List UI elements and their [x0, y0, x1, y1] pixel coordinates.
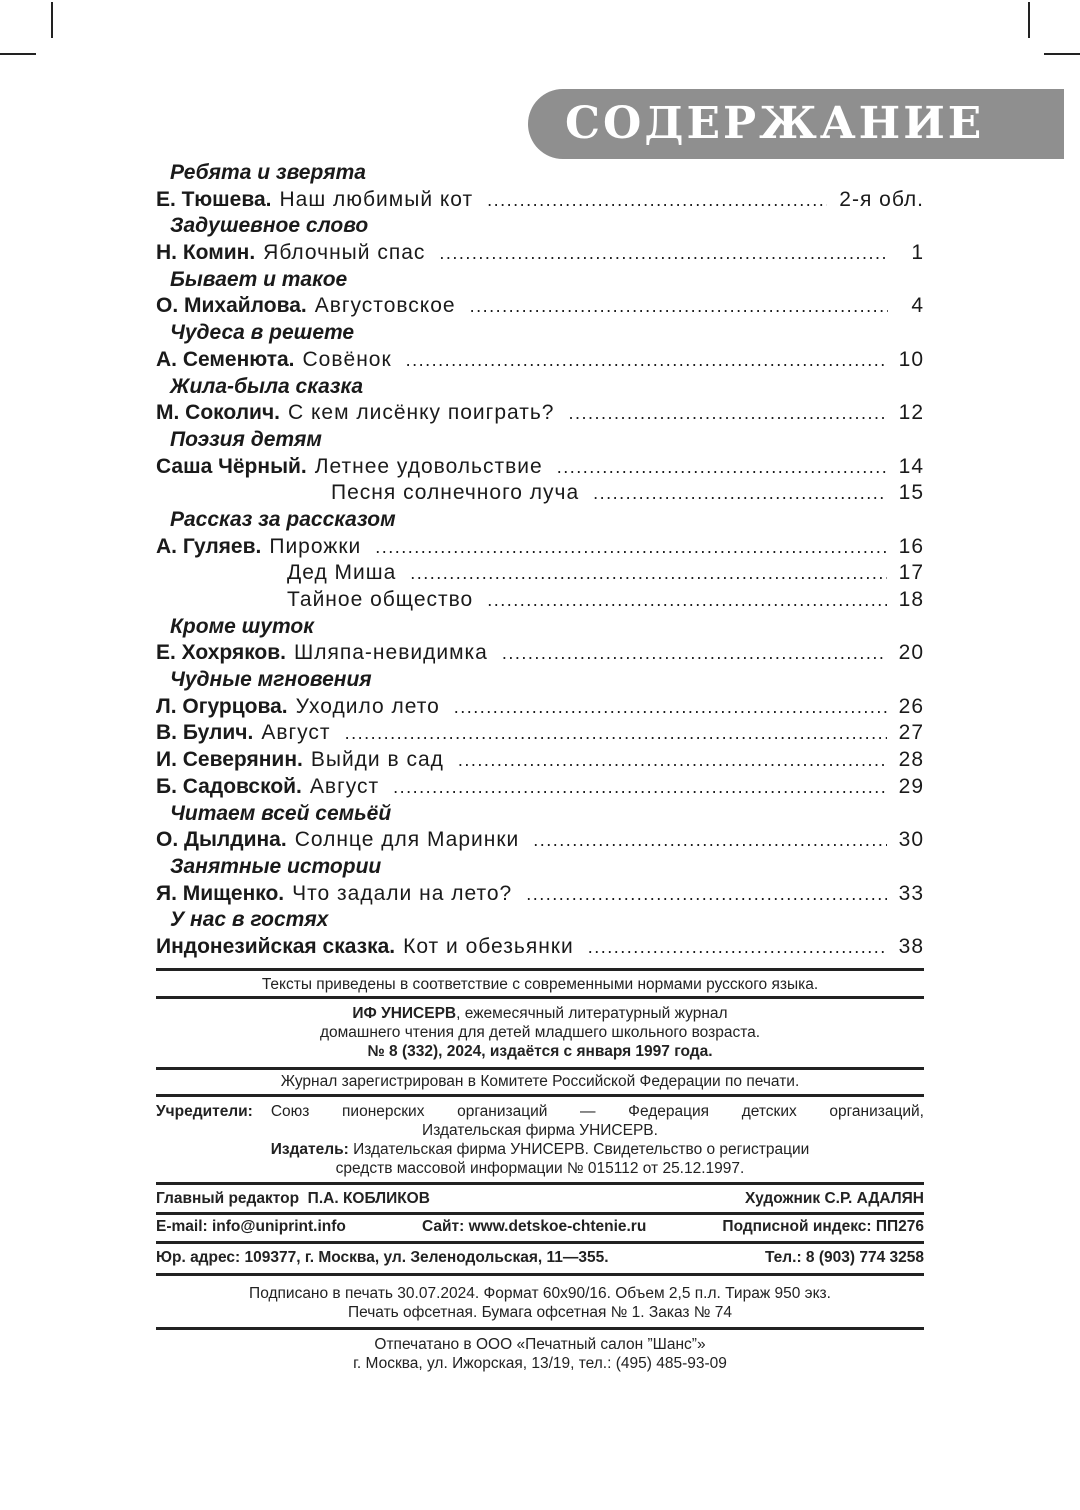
toc-entry-author: Л. Огурцова. [156, 694, 288, 718]
toc-entry[interactable] [156, 694, 924, 721]
toc-entry-title: Дед Миша [287, 561, 397, 585]
toc-entry-title: Август [309, 774, 380, 798]
toc-entry-page: 10 [898, 347, 924, 371]
toc-entry-page: 4 [911, 294, 924, 318]
toc-entry[interactable] [156, 293, 924, 320]
toc-section-heading: Жила-была сказка [170, 374, 364, 398]
toc-entry[interactable] [156, 747, 924, 774]
divider [156, 1273, 924, 1276]
divider [156, 1094, 924, 1097]
dot-leader [439, 240, 888, 266]
printed-by [156, 1335, 924, 1373]
toc-entry[interactable] [156, 560, 924, 587]
divider [156, 996, 924, 999]
toc-entry-page: 18 [898, 588, 924, 611]
crop-mark-top-left-vertical [51, 2, 53, 38]
dot-leader [588, 934, 887, 960]
toc-section-heading: У нас в гостях [170, 908, 329, 932]
toc-entry-author: А. Семенюта. [156, 347, 295, 371]
toc-entry-author: Б. Садовской. [156, 774, 302, 798]
toc-entry-title: Что задали на лето? [292, 881, 513, 905]
printed-by-line-1: Отпечатано в ООО «Печатный салон ”Шанс”» [374, 1336, 706, 1353]
publisher-text-2: средств массовой информации № 015112 от 25.12.1997. [335, 1160, 745, 1177]
toc-entry[interactable] [156, 534, 924, 561]
dot-leader [533, 827, 886, 853]
toc-entry-title: Пирожки [269, 534, 362, 558]
dot-leader [393, 774, 887, 800]
toc-section-heading: Ребята и зверята [170, 161, 366, 184]
toc-entry-title: С кем лисёнку поиграть? [287, 401, 555, 425]
table-of-contents [156, 160, 924, 961]
toc-entry-title: Уходило лето [295, 694, 440, 718]
toc-section-heading: Чудные мгновения [170, 668, 372, 692]
toc-entry[interactable] [156, 400, 924, 427]
toc-entry-title: Совёнок [302, 347, 392, 371]
toc-entry-page: 12 [898, 401, 924, 425]
toc-section-heading: Поэзия детям [170, 427, 322, 451]
artist: Художник С.Р. АДАЛЯН [745, 1190, 924, 1207]
toc-entry[interactable] [156, 934, 924, 961]
email[interactable]: E-mail: info@uniprint.info [156, 1218, 346, 1235]
crop-mark-top-left-horizontal [0, 53, 36, 55]
address-row [156, 1248, 924, 1268]
founders-text-1: Союз пионерских организаций — Федерация детских организаций, [270, 1103, 924, 1120]
dot-leader [458, 747, 887, 773]
toc-entry-page: 29 [898, 774, 924, 798]
toc-entry-page: 26 [898, 694, 924, 718]
toc-section-heading: Рассказ за рассказом [170, 507, 396, 531]
print-info [156, 1284, 924, 1322]
toc-entry-title: Песня солнечного луча [331, 481, 580, 505]
toc-entry-author: А. Гуляев. [156, 534, 262, 558]
toc-entry-author: В. Булич. [156, 721, 254, 745]
toc-entry-author: М. Соколич. [156, 401, 280, 425]
toc-entry-title: Выйди в сад [310, 748, 444, 772]
toc-entry[interactable] [156, 587, 924, 614]
toc-entry-page: 1 [911, 241, 924, 265]
toc-section-heading: Бывает и такое [170, 267, 348, 291]
toc-entry-author: О. Дылдина. [156, 828, 287, 852]
toc-entry-title: Яблочный спас [263, 241, 426, 265]
toc-entry[interactable] [156, 774, 924, 801]
publisher-description [156, 1004, 924, 1061]
divider [156, 1067, 924, 1070]
norms-note: Тексты приведены в соответствие с современными нормами русского языка. [261, 976, 819, 993]
toc-entry-author: Индонезийская сказка. [156, 934, 396, 958]
toc-entry-page: 14 [898, 454, 924, 478]
dot-leader [526, 881, 886, 907]
toc-section-heading: Занятные истории [170, 854, 382, 878]
dot-leader [470, 293, 888, 319]
toc-entry-title: Наш любимый кот [279, 187, 474, 211]
dot-leader [410, 560, 886, 586]
issue-line: № 8 (332), 2024, издаётся с января 1997 года. [367, 1043, 713, 1060]
legal-address: Юр. адрес: 109377, г. Москва, ул. Зеленодольская, 11—355. [156, 1249, 609, 1266]
founders-block [156, 1102, 924, 1178]
toc-entry[interactable] [156, 640, 924, 667]
toc-entry-title: Август [261, 721, 331, 745]
toc-entry-page: 38 [898, 934, 924, 958]
chief-editor: Главный редактор П.А. КОБЛИКОВ [156, 1190, 430, 1207]
dot-leader [557, 454, 887, 480]
print-info-line-2: Печать офсетная. Бумага офсетная № 1. Заказ № 74 [347, 1304, 733, 1321]
publisher-desc-line-2: домашнего чтения для детей младшего школьного возраста. [319, 1024, 761, 1041]
toc-section-heading: Читаем всей семьёй [170, 801, 392, 825]
toc-entry-author: Саша Чёрный. [156, 454, 307, 478]
subscription-index: Подписной индекс: ПП276 [722, 1218, 924, 1235]
dot-leader [502, 640, 887, 666]
crop-mark-top-right-vertical [1028, 2, 1030, 38]
publisher-text-1: Издательская фирма УНИСЕРВ. Свидетельство о регистрации [353, 1141, 810, 1158]
toc-entry-page: 16 [898, 534, 924, 558]
founders-text-2: Издательская фирма УНИСЕРВ. [422, 1122, 658, 1139]
dot-leader [454, 694, 887, 720]
founders-label: Учредители: [156, 1103, 253, 1120]
divider [156, 1327, 924, 1330]
print-info-line-1: Подписано в печать 30.07.2024. Формат 60х90/16. Объем 2,5 п.л. Тираж 950 экз. [249, 1285, 831, 1302]
toc-entry[interactable] [156, 480, 924, 507]
publisher-label: Издатель: [270, 1141, 349, 1158]
toc-entry-title: Шляпа-невидимка [294, 641, 488, 665]
toc-entry[interactable] [156, 720, 924, 747]
toc-entry-title: Кот и обезьянки [403, 934, 574, 958]
toc-entry[interactable] [156, 454, 924, 481]
dot-leader [345, 720, 887, 746]
staff-row [156, 1189, 924, 1209]
dot-leader [406, 347, 887, 373]
toc-entry-page: 33 [898, 881, 924, 905]
dot-leader [487, 187, 827, 213]
publisher-desc-line-1: , ежемесячный литературный журнал [456, 1005, 728, 1022]
publisher-name: ИФ УНИСЕРВ [352, 1005, 457, 1022]
page-title: СОДЕРЖАНИЕ [565, 98, 985, 149]
toc-entry-title: Солнце для Маринки [294, 828, 520, 852]
toc-entry[interactable] [156, 881, 924, 908]
toc-section-heading: Задушевное слово [170, 214, 369, 238]
divider [156, 1182, 924, 1185]
toc-entry[interactable] [156, 347, 924, 374]
toc-entry-page: 2-я обл. [839, 187, 924, 211]
toc-entry-page: 20 [898, 641, 924, 665]
dot-leader [568, 400, 886, 426]
toc-entry-author: О. Михайлова. [156, 294, 307, 318]
toc-entry-title: Августовское [314, 294, 456, 318]
toc-entry-page: 15 [898, 481, 924, 505]
toc-entry-author: Е. Хохряков. [156, 641, 286, 665]
toc-entry-author: Я. Мищенко. [156, 881, 285, 905]
phone: Тел.: 8 (903) 774 3258 [764, 1249, 924, 1266]
toc-entry[interactable] [156, 187, 924, 214]
toc-entry-page: 30 [898, 828, 924, 852]
toc-entry-author: Н. Комин. [156, 241, 256, 265]
registration-note: Журнал зарегистрирован в Комитете Российской Федерации по печати. [280, 1073, 800, 1090]
dot-leader [487, 587, 886, 613]
toc-entry-author: И. Северянин. [156, 748, 303, 772]
toc-entry[interactable] [156, 240, 924, 267]
printed-by-line-2: г. Москва, ул. Ижорская, 13/19, тел.: (495) 485-93-09 [353, 1355, 727, 1372]
dot-leader [375, 534, 886, 560]
toc-entry-page: 17 [898, 561, 924, 585]
website[interactable]: Сайт: www.detskoe-chtenie.ru [422, 1218, 647, 1235]
toc-entry-page: 28 [898, 748, 924, 772]
toc-entry-title: Тайное общество [287, 588, 474, 611]
toc-entry-author: Е. Тюшева. [156, 187, 272, 211]
divider [156, 1212, 924, 1215]
toc-entry[interactable] [156, 827, 924, 854]
crop-mark-top-right-horizontal [1044, 53, 1080, 55]
divider [156, 968, 924, 971]
toc-entry-title: Летнее удовольствие [314, 454, 543, 478]
contacts-row [156, 1217, 924, 1237]
dot-leader [593, 480, 886, 506]
divider [156, 1241, 924, 1244]
toc-entry-page: 27 [898, 721, 924, 745]
toc-section-heading: Кроме шуток [170, 614, 314, 638]
toc-section-heading: Чудеса в решете [170, 321, 355, 345]
